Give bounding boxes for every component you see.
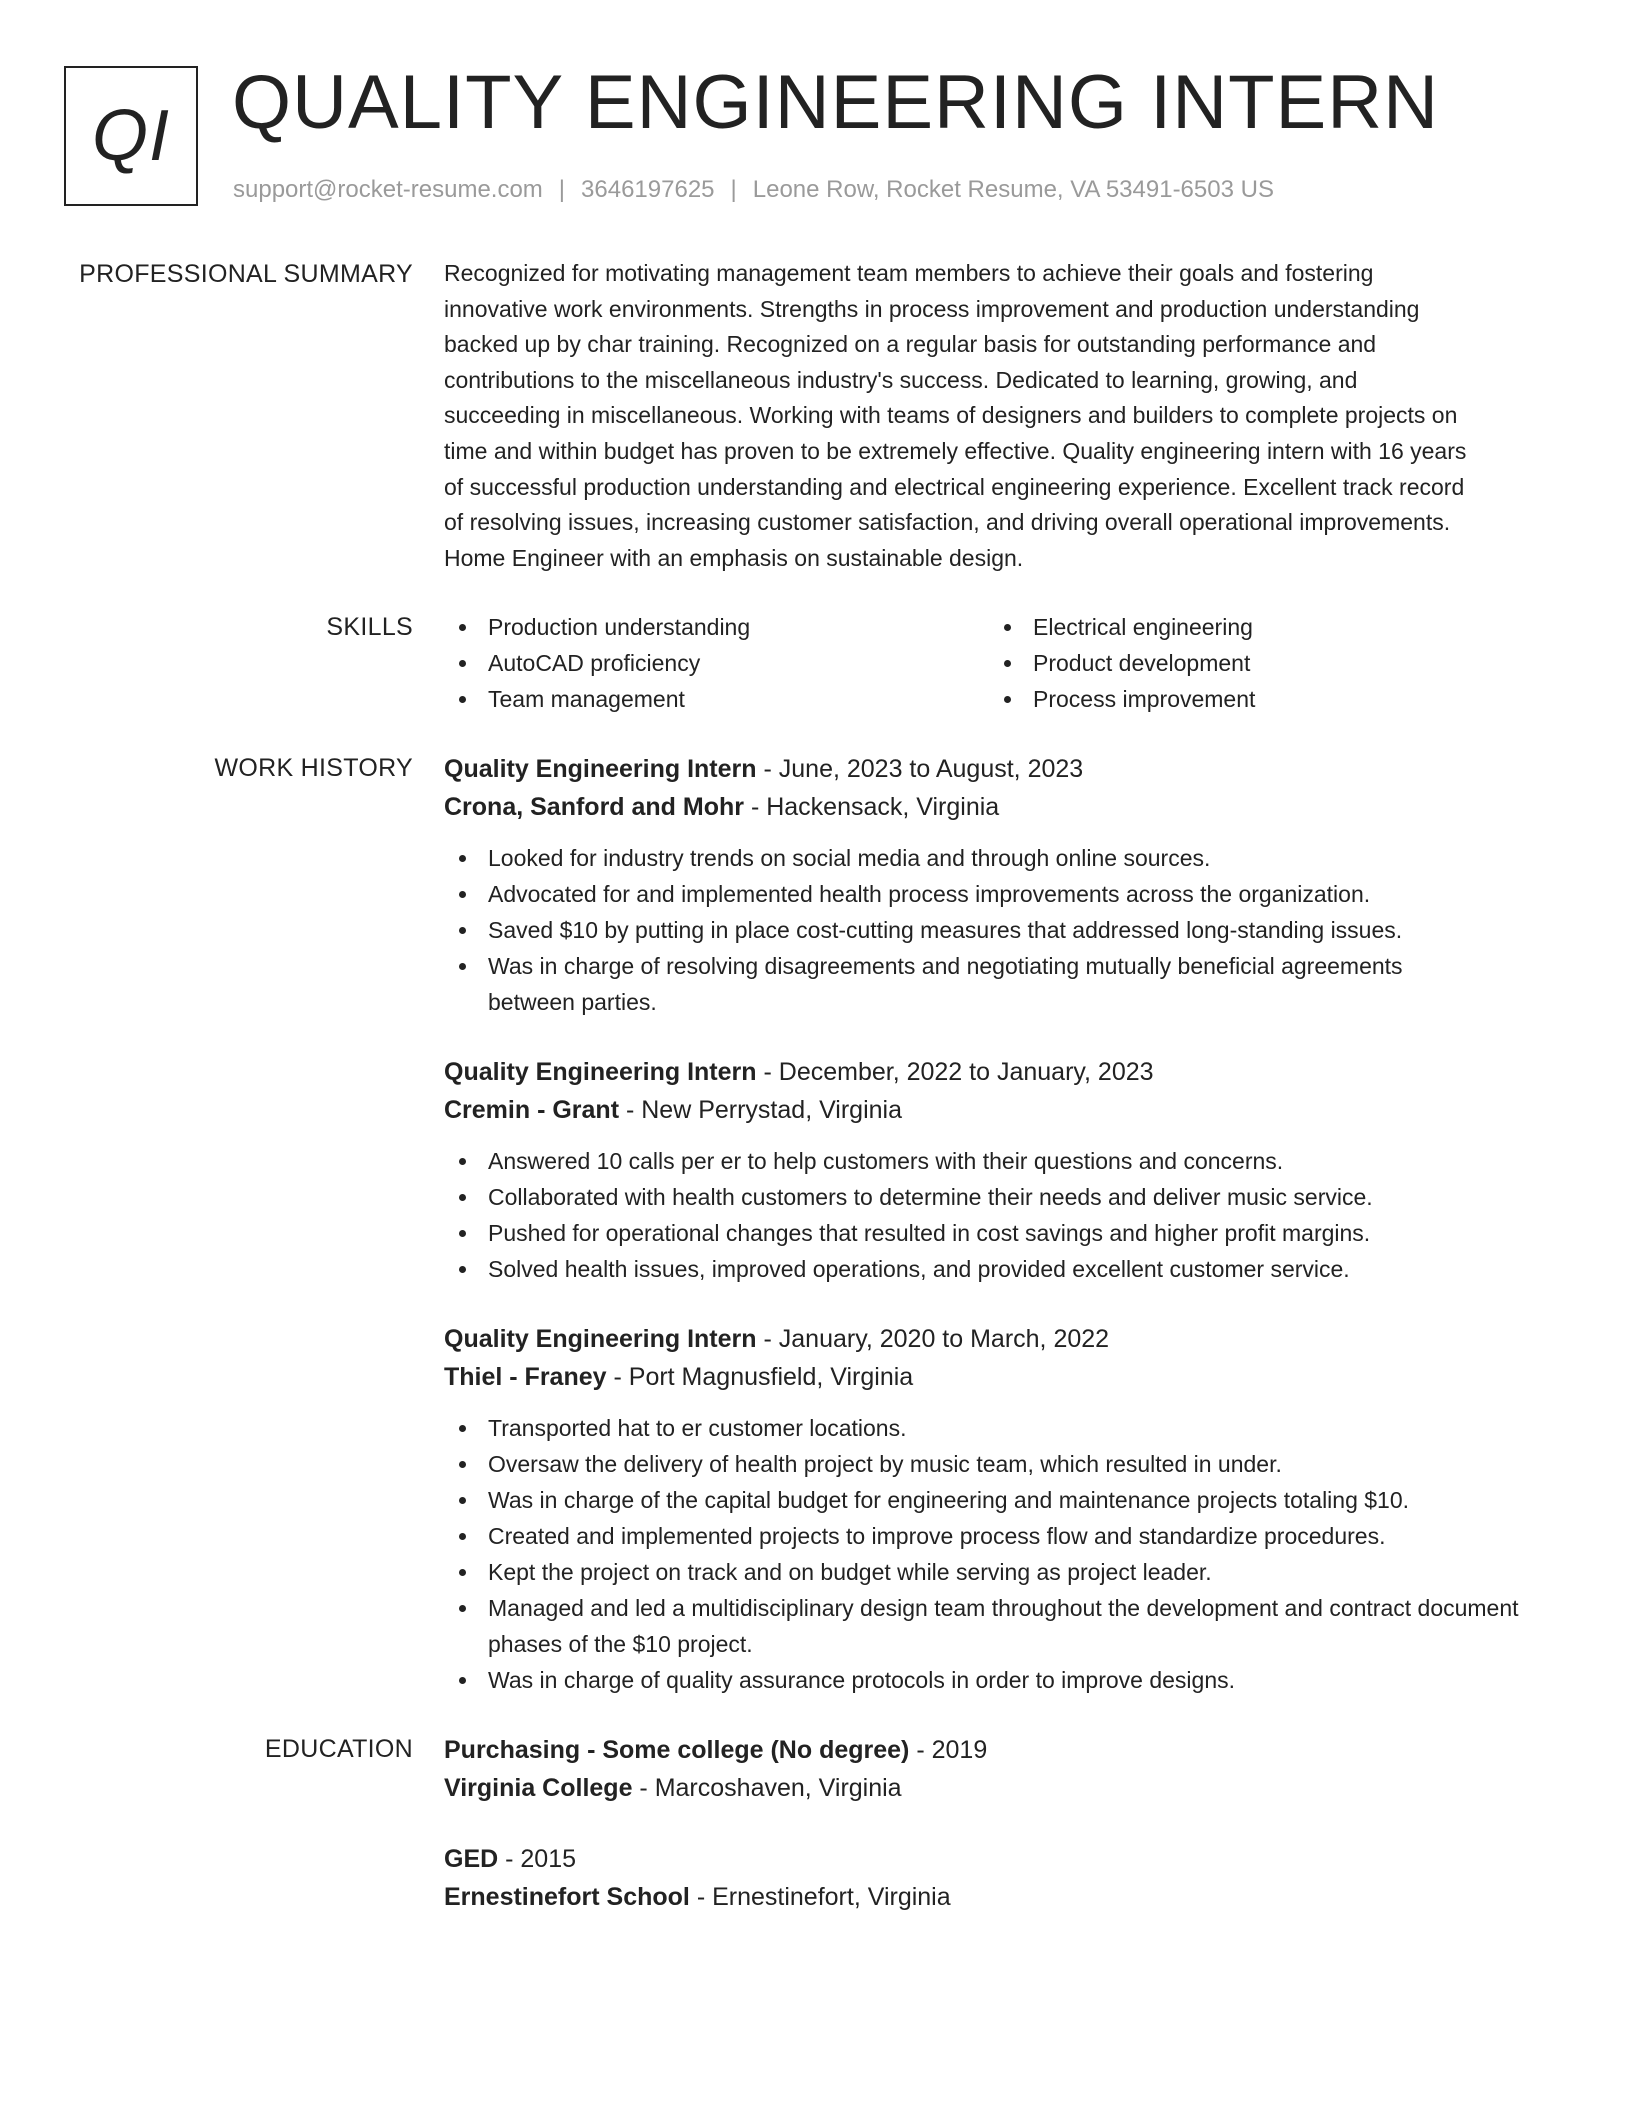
skill-item: Production understanding	[444, 609, 989, 645]
job-body	[444, 1320, 1544, 1698]
job-company: Crona, Sanford and Mohr	[444, 793, 744, 821]
contact-separator: |	[558, 176, 566, 203]
skill-item: Electrical engineering	[989, 609, 1489, 645]
contact-separator: |	[730, 176, 737, 203]
job-location: - Hackensack, Virginia	[744, 793, 1000, 821]
education-entry	[444, 1731, 1544, 1807]
job-title: Quality Engineering Intern	[444, 1058, 757, 1086]
section-heading-summary: PROFESSIONAL SUMMARY	[79, 260, 413, 288]
job-dates: - June, 2023 to August, 2023	[756, 755, 1084, 783]
job-title: Quality Engineering Intern	[444, 1325, 757, 1353]
job-bullets	[444, 840, 1544, 1020]
skills-list	[444, 609, 1544, 717]
job-bullet: Was in charge of the capital budget for engineering and maintenance projects totaling $10.	[444, 1482, 1544, 1518]
summary-line: Home Engineer with an emphasis on sustainable design.	[444, 544, 1024, 571]
job-bullet: Looked for industry trends on social media and through online sources.	[444, 840, 1544, 876]
education-location: - Ernestinefort, Virginia	[689, 1883, 951, 1911]
skill-item: AutoCAD proficiency	[444, 645, 989, 681]
education-school-line	[444, 1769, 1544, 1807]
job-title-line	[444, 1320, 1544, 1358]
job-location: - Port Magnusfield, Virginia	[606, 1363, 914, 1391]
page-title: QUALITY ENGINEERING INTERN	[232, 60, 1440, 145]
summary-line: of resolving issues, increasing customer satisfaction, and driving overall operational improvements.	[444, 509, 1451, 536]
summary-line: backed up by char training. Recognized on a regular basis for outstanding performance and	[444, 331, 1377, 358]
job-title: Quality Engineering Intern	[444, 755, 757, 783]
job-bullet: Answered 10 calls per er to help customers with their questions and concerns.	[444, 1143, 1544, 1179]
education-body	[444, 1731, 1544, 1916]
job-body	[444, 750, 1544, 1020]
summary-line: time and within budget has proven to be extremely effective. Quality engineering intern with 16 years	[444, 437, 1467, 464]
education-school: Virginia College	[444, 1774, 633, 1802]
summary-line: innovative work environments. Strengths in process improvement and production understanding	[444, 295, 1420, 322]
job-company: Cremin - Grant	[444, 1096, 620, 1124]
skill-item: Team management	[444, 681, 989, 717]
job-bullet: Collaborated with health customers to determine their needs and deliver music service.	[444, 1179, 1544, 1215]
job-company: Thiel - Franey	[444, 1363, 607, 1391]
job-bullet: Kept the project on track and on budget while serving as project leader.	[444, 1554, 1544, 1590]
job-title-line	[444, 1053, 1544, 1091]
job-bullets	[444, 1410, 1544, 1698]
job-bullet: Transported hat to er customer locations.	[444, 1410, 1544, 1446]
education-degree: GED	[444, 1845, 499, 1873]
job-title-line	[444, 750, 1544, 788]
skill-item: Product development	[989, 645, 1489, 681]
section-heading-education: EDUCATION	[264, 1735, 413, 1763]
job-dates: - December, 2022 to January, 2023	[756, 1058, 1154, 1086]
job-company-line	[444, 1091, 1544, 1129]
education-year: - 2019	[909, 1736, 988, 1764]
summary-line: contributions to the miscellaneous industry's success. Dedicated to learning, growing, and	[444, 366, 1358, 393]
monogram-logo: QI	[64, 66, 198, 206]
job-bullet: Created and implemented projects to improve process flow and standardize procedures.	[444, 1518, 1544, 1554]
job-bullet: Saved $10 by putting in place cost-cutting measures that addressed long-standing issues.	[444, 912, 1544, 948]
education-year: - 2015	[498, 1845, 577, 1873]
job-bullet: Advocated for and implemented health process improvements across the organization.	[444, 876, 1544, 912]
job-bullet: Was in charge of quality assurance protocols in order to improve designs.	[444, 1662, 1544, 1698]
job-bullet: Pushed for operational changes that resulted in cost savings and higher profit margins.	[444, 1215, 1544, 1251]
address: Leone Row, Rocket Resume, VA 53491-6503 US	[752, 176, 1274, 203]
education-degree-line	[444, 1731, 1544, 1769]
summary-line: of successful production understanding and electrical engineering experience. Excellent track record	[444, 473, 1465, 500]
education-school-line	[444, 1878, 1544, 1916]
education-degree: Purchasing - Some college (No degree)	[444, 1736, 910, 1764]
education-school: Ernestinefort School	[444, 1883, 690, 1911]
summary-line: succeeding in miscellaneous. Working with teams of designers and builders to complete projects on	[444, 402, 1458, 429]
job-dates: - January, 2020 to March, 2022	[756, 1325, 1110, 1353]
section-heading-skills: SKILLS	[326, 613, 413, 641]
phone-number[interactable]: 3646197625	[581, 176, 715, 203]
section-heading-work-history: WORK HISTORY	[214, 754, 413, 782]
job-location: - New Perrystad, Virginia	[619, 1096, 903, 1124]
education-entry	[444, 1840, 1544, 1916]
summary-text	[444, 256, 1544, 576]
job-bullet: Was in charge of resolving disagreements and negotiating mutually beneficial agreements between parties.	[444, 948, 1488, 1020]
job-bullet: Managed and led a multidisciplinary design team throughout the development and contract document phases of the $10 project.	[444, 1590, 1528, 1662]
job-company-line	[444, 1358, 1544, 1396]
education-location: - Marcoshaven, Virginia	[632, 1774, 902, 1802]
contact-line	[233, 174, 1274, 206]
job-bullet: Solved health issues, improved operations, and provided excellent customer service.	[444, 1251, 1544, 1287]
summary-body	[444, 256, 1544, 576]
job-bullet: Oversaw the delivery of health project by music team, which resulted in under.	[444, 1446, 1544, 1482]
job-body	[444, 1053, 1544, 1287]
email-link[interactable]: support@rocket-resume.com	[233, 176, 543, 203]
job-company-line	[444, 788, 1544, 826]
education-degree-line	[444, 1840, 1544, 1878]
summary-line: Recognized for motivating management team members to achieve their goals and fostering	[444, 260, 1374, 286]
skills-body	[444, 609, 1544, 717]
skill-item: Process improvement	[989, 681, 1489, 717]
job-bullets	[444, 1143, 1544, 1287]
